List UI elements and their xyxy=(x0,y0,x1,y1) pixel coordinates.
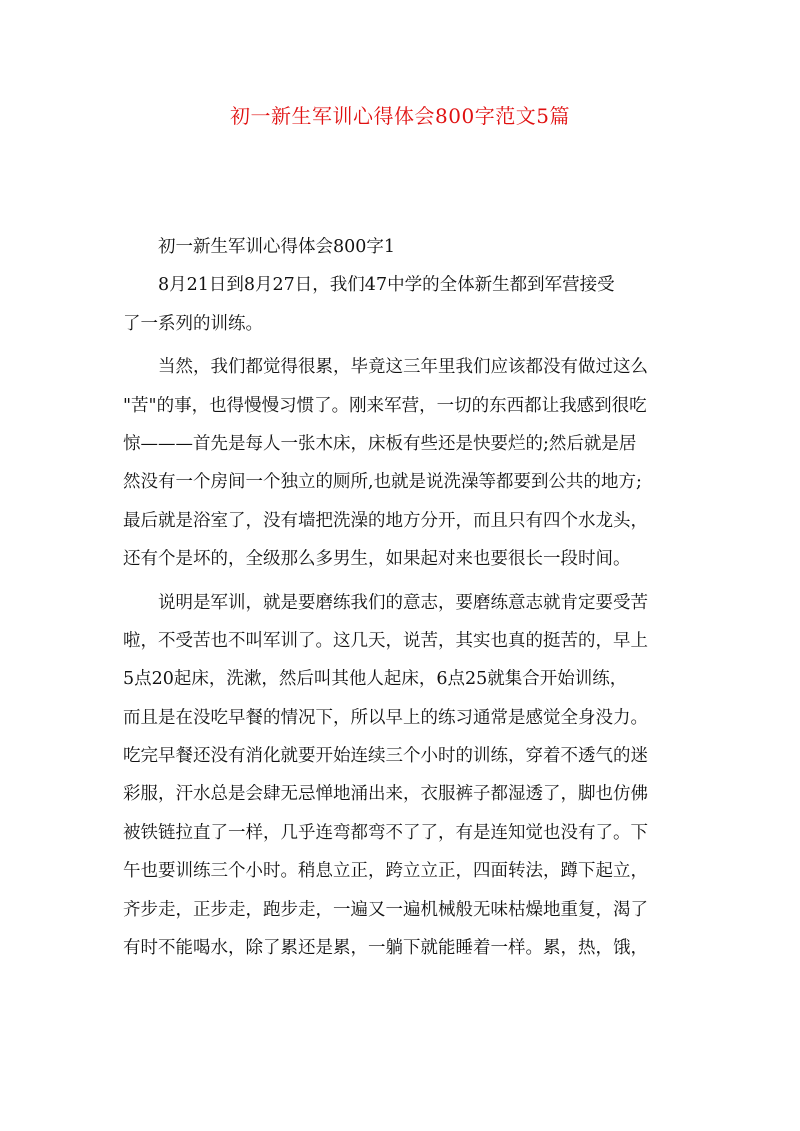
text-line: 了一系列的训练。 xyxy=(123,313,263,334)
text-line: 当然，我们都觉得很累，毕竟这三年里我们应该都没有做过这么 xyxy=(158,357,648,378)
text-line: 午也要训练三个小时。稍息立正，跨立立正，四面转法，蹲下起立， xyxy=(123,861,648,882)
text-line: 还有个是坏的，全级那么多男生，如果起对来也要很长一段时间。 xyxy=(123,549,631,570)
text-line: 8月21日到8月27日，我们47中学的全体新生都到军营接受 xyxy=(158,275,615,296)
text-line: 说明是军训，就是要磨练我们的意志，要磨练意志就肯定要受苦 xyxy=(158,592,648,613)
text-line: 有时不能喝水，除了累还是累，一躺下就能睡着一样。累，热，饿， xyxy=(123,938,648,959)
text-line: 啦，不受苦也不叫军训了。这几天，说苦，其实也真的挺苦的，早上 xyxy=(123,630,648,651)
text-line: 最后就是浴室了，没有墙把洗澡的地方分开，而且只有四个水龙头， xyxy=(123,510,648,531)
text-line: 惊———首先是每人一张木床，床板有些还是快要烂的;然后就是居 xyxy=(123,433,637,454)
text-line: 吃完早餐还没有消化就要开始连续三个小时的训练，穿着不透气的迷 xyxy=(123,746,648,767)
text-line: 5点20起床，洗漱，然后叫其他人起床，6点25就集合开始训练， xyxy=(123,669,628,690)
text-line: 彩服，汗水总是会肆无忌惮地涌出来，衣服裤子都湿透了，脚也仿佛 xyxy=(123,784,648,805)
text-line: "苦"的事，也得慢慢习惯了。刚来军营，一切的东西都让我感到很吃 xyxy=(123,395,647,416)
text-line: 被铁链拉直了一样，几乎连弯都弯不了了，有是连知觉也没有了。下 xyxy=(123,822,648,843)
document-body xyxy=(123,228,685,967)
text-line: 齐步走，正步走，跑步走，一遍又一遍机械般无味枯燥地重复，渴了 xyxy=(123,899,648,920)
text-line: 而且是在没吃早餐的情况下，所以早上的练习通常是感觉全身没力。 xyxy=(123,707,648,728)
document-title: 初一新生军训心得体会800字范文5篇 xyxy=(230,104,570,128)
section-heading: 初一新生军训心得体会800字1 xyxy=(158,237,396,257)
text-line: 然没有一个房间一个独立的厕所,也就是说洗澡等都要到公共的地方; xyxy=(123,472,642,493)
